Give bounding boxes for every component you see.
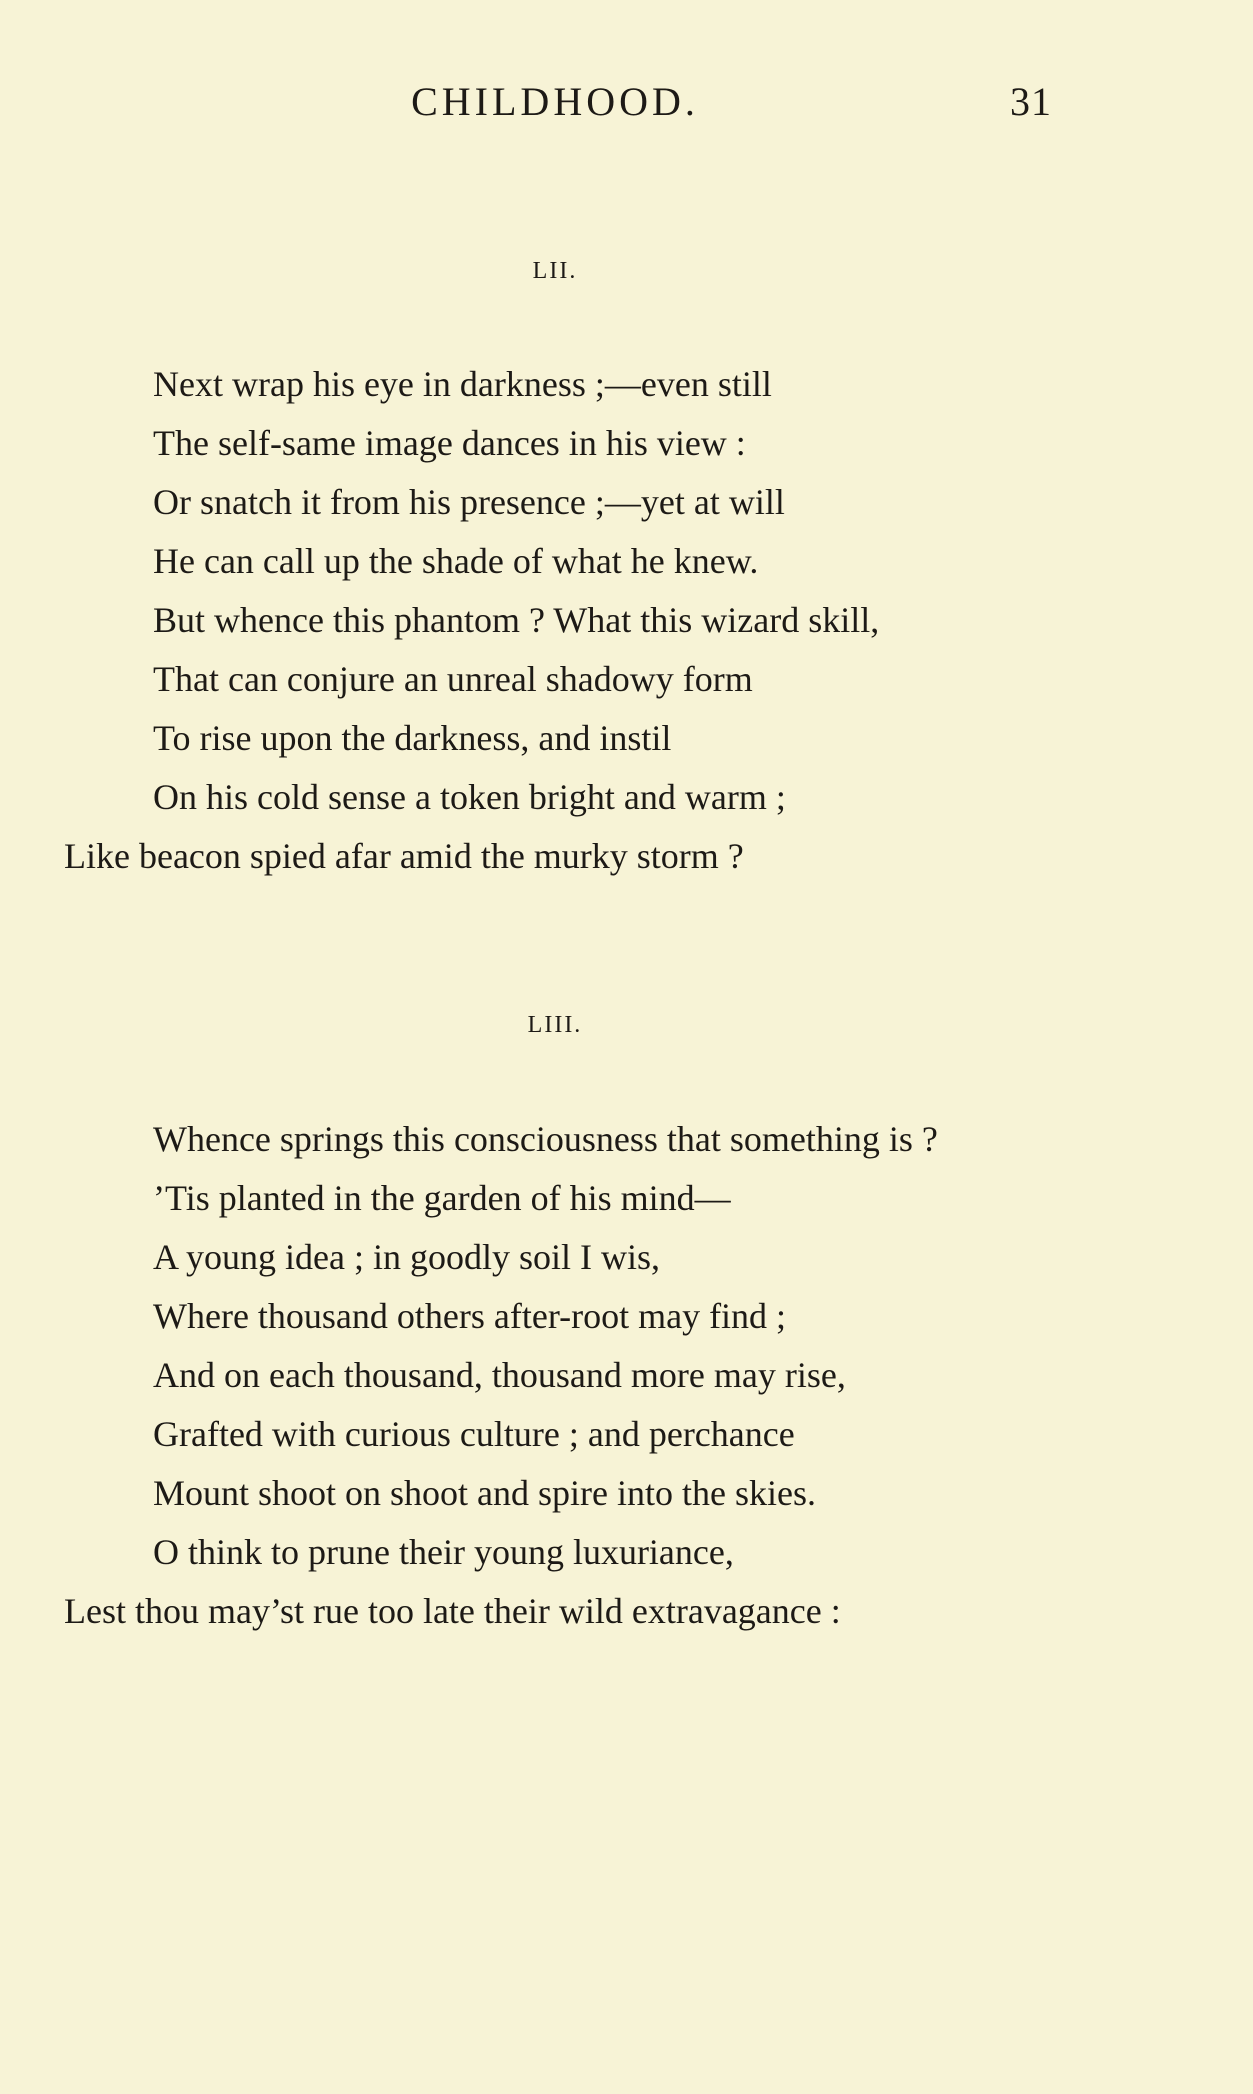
verse-line: O think to prune their young luxuriance, [153,1532,734,1572]
verse-line: Like beacon spied afar amid the murky storm ? [64,836,744,876]
verse-line: A young idea ; in goodly soil I wis, [153,1237,660,1277]
verse-line: On his cold sense a token bright and warm ; [153,777,786,817]
verse-line: Mount shoot on shoot and spire into the skies. [153,1473,816,1513]
running-title: CHILDHOOD. [411,79,699,124]
verse-line: ’Tis planted in the garden of his mind— [153,1178,731,1218]
verse-line: He can call up the shade of what he knew. [153,541,759,581]
verse-line: Or snatch it from his presence ;—yet at will [153,482,785,522]
verse-line: And on each thousand, thousand more may rise, [153,1355,846,1395]
verse-line: The self-same image dances in his view : [153,423,746,463]
verse-line: Grafted with curious culture ; and perchance [153,1414,795,1454]
verse-line: That can conjure an unreal shadowy form [153,659,753,699]
stanza-number: LIII. [527,1012,583,1038]
verse-line: To rise upon the darkness, and instil [153,718,672,758]
verse-line: Where thousand others after-root may find ; [153,1296,787,1336]
verse-line: But whence this phantom ? What this wizard skill, [153,600,880,640]
page-number: 31 [1010,79,1052,124]
stanza-number: LII. [532,258,578,284]
verse-line: Whence springs this consciousness that something is ? [153,1119,938,1159]
verse-line: Lest thou may’st rue too late their wild extravagance : [64,1591,841,1631]
verse-line: Next wrap his eye in darkness ;—even still [153,364,772,404]
